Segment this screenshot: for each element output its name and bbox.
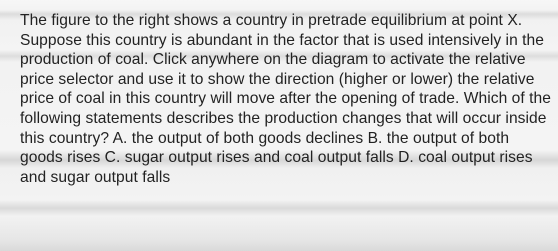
question-text: The figure to the right shows a country in pretrade equilibrium at point X. Suppose this country is abundant in the factor that is used intensively in the production of coal. Click anywhere on the diagram to activate the relative price selector and use it to show the direction (higher or lower) the relative price of coal in this country will move after the opening of trade. Which of the following statements describes the production changes that will occur inside this country? A. the output of both goods declines B. the output of both goods rises C. sugar output rises and coal output falls D. coal output rises and sugar output falls — [20, 12, 551, 186]
